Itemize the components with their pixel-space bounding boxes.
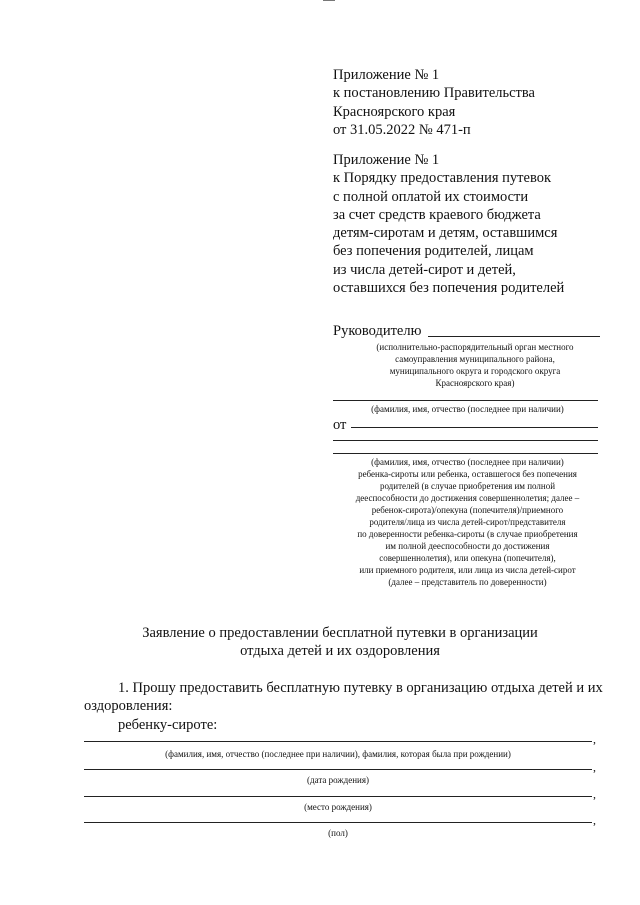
appendix-procedure-block [333, 151, 633, 297]
document-title [95, 624, 585, 661]
appendix-line: от 31.05.2022 № 471-п [333, 121, 471, 138]
note-line: самоуправления муниципального района, [395, 354, 555, 364]
appendix-line: без попечения родителей, лицам [333, 243, 534, 260]
from-blank-line-3[interactable] [333, 453, 598, 454]
birth-place-caption: (место рождения) [304, 802, 372, 812]
note-line: муниципального округа и городского округа [389, 366, 561, 376]
field-separator: , [593, 787, 596, 801]
from-blank-line-2[interactable] [333, 440, 598, 441]
appendix-line: Красноярского края [333, 103, 456, 120]
birth-place-field[interactable] [84, 796, 592, 797]
from-blank-line[interactable] [351, 427, 598, 428]
note-line: (далее – представитель по доверенности) [388, 577, 547, 587]
note-line: Красноярского края) [435, 378, 515, 388]
child-label: ребенку-сироте: [118, 717, 218, 733]
birth-date-field[interactable] [84, 769, 592, 770]
child-fio-field[interactable] [84, 741, 592, 742]
appendix-government-block [333, 66, 623, 139]
note-line: дееспособности до достижения совершеннолетия; далее – [355, 493, 580, 503]
note-line: родителей (в случае приобретения им полной [379, 481, 556, 491]
appendix-line: из числа детей-сирот и детей, [333, 261, 516, 278]
field-separator: , [593, 760, 596, 774]
request-paragraph: 1. Прошу предоставить бесплатную путевку в организацию отдыха детей и их оздоровления: [84, 680, 603, 715]
note-line: по доверенности ребенка-сироты (в случае приобретения [357, 529, 578, 539]
birth-date-caption: (дата рождения) [307, 775, 369, 785]
head-blank-line[interactable] [428, 336, 600, 337]
sex-field[interactable] [84, 822, 592, 823]
note-line: (фамилия, имя, отчество (последнее при наличии) [371, 457, 564, 467]
appendix-line: с полной оплатой их стоимости [333, 188, 529, 205]
appendix-line: оставшихся без попечения родителей [333, 280, 565, 297]
appendix-line: к постановлению Правительства [333, 85, 535, 102]
appendix-line: за счет средств краевого бюджета [333, 206, 541, 223]
field-separator: , [593, 732, 596, 746]
appendix-line: Приложение № 1 [333, 152, 440, 168]
head-note [345, 341, 605, 389]
appendix-line: детям-сиротам и детям, оставшимся [333, 225, 558, 242]
from-label: от [333, 417, 347, 433]
field-separator: , [593, 813, 596, 827]
child-fio-caption: (фамилия, имя, отчество (последнее при наличии), фамилия, которая была при рождении) [165, 749, 511, 759]
title-line: отдыха детей и их оздоровления [240, 643, 440, 660]
note-line: совершеннолетия), или опекуна (попечителя), [379, 553, 556, 563]
note-line: им полной дееспособности до достижения [385, 541, 550, 551]
note-line: ребенка-сироты или ребенка, оставшегося без попечения [358, 469, 577, 479]
head-label: Руководителю [333, 323, 422, 339]
appendix-line: Приложение № 1 [333, 67, 440, 83]
note-line: ребенок-сирота)/опекуна (попечителя)/приемного [371, 505, 564, 515]
appendix-line: к Порядку предоставления путевок [333, 170, 551, 187]
scan-mark [323, 0, 335, 1]
note-line: родителя/лица из числа детей-сирот/представителя [369, 517, 566, 527]
from-note [330, 456, 605, 588]
title-line: Заявление о предоставлении бесплатной путевки в организации [142, 625, 538, 641]
head-fio-blank-line[interactable] [333, 400, 598, 401]
sex-caption: (пол) [328, 828, 348, 838]
note-line: (исполнительно-распорядительный орган местного [376, 342, 574, 352]
head-fio-note: (фамилия, имя, отчество (последнее при наличии) [371, 404, 564, 414]
note-line: или приемного родителя, или лица из числа детей-сирот [359, 565, 576, 575]
